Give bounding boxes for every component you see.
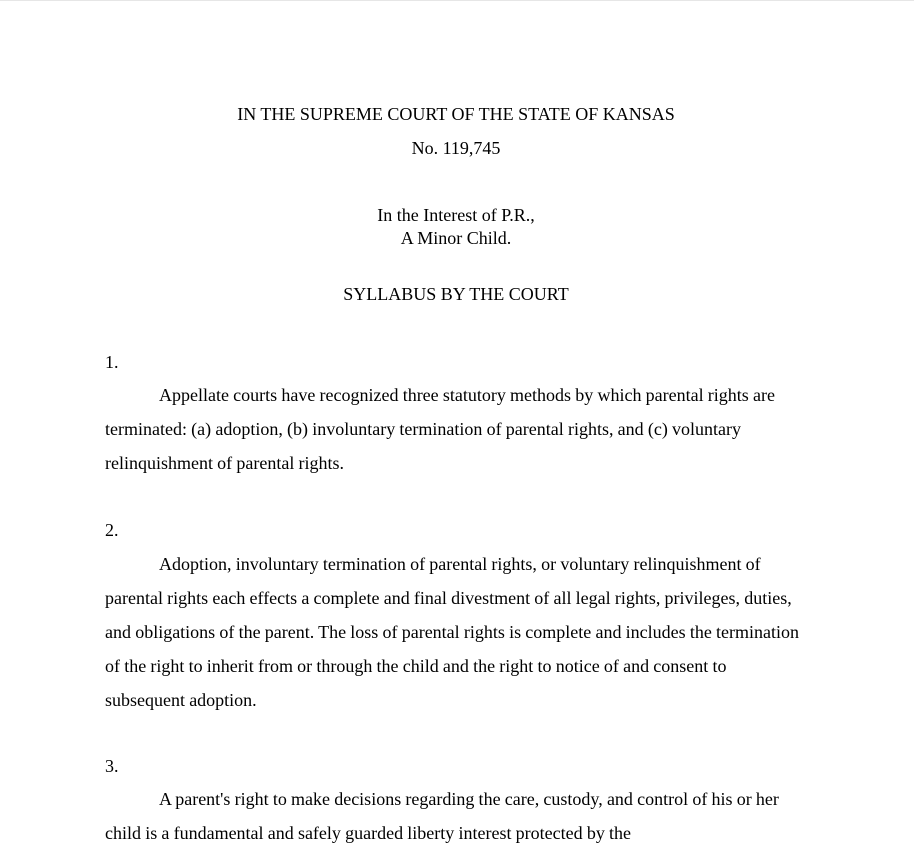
syllabus-item-number-1: 1. bbox=[105, 352, 119, 372]
syllabus-item-text-2: Adoption, involuntary termination of parental rights, or voluntary relinquishment of parental rights each effects a complete and final divestment of all legal rights, privileges, duties, and obligations of the parent. The loss of parental rights is complete and includes the termination of the right to inherit from or through the child and the right to notice of and consent to subsequent adoption. bbox=[105, 554, 799, 710]
caption-line-2: A Minor Child. bbox=[400, 228, 512, 248]
syllabus-item-number-3: 3. bbox=[105, 756, 119, 776]
syllabus-item-text-3: A parent's right to make decisions regarding the care, custody, and control of his or her child is a fundamental and safely guarded liberty interest protected by the bbox=[105, 789, 779, 843]
page-top-border bbox=[0, 0, 914, 1]
case-caption bbox=[105, 204, 807, 250]
syllabus-item-number-2: 2. bbox=[105, 520, 119, 540]
syllabus-item-text-1: Appellate courts have recognized three statutory methods by which parental rights are terminated: (a) adoption, (b) involuntary termination of parental rights, and (c) voluntary relinquishment of parental rights. bbox=[105, 385, 775, 473]
syllabus-heading: SYLLABUS BY THE COURT bbox=[343, 284, 569, 304]
court-name: IN THE SUPREME COURT OF THE STATE OF KANSAS bbox=[237, 104, 675, 124]
caption-line-1: In the Interest of P.R., bbox=[377, 205, 535, 225]
docket-number: No. 119,745 bbox=[411, 138, 501, 158]
